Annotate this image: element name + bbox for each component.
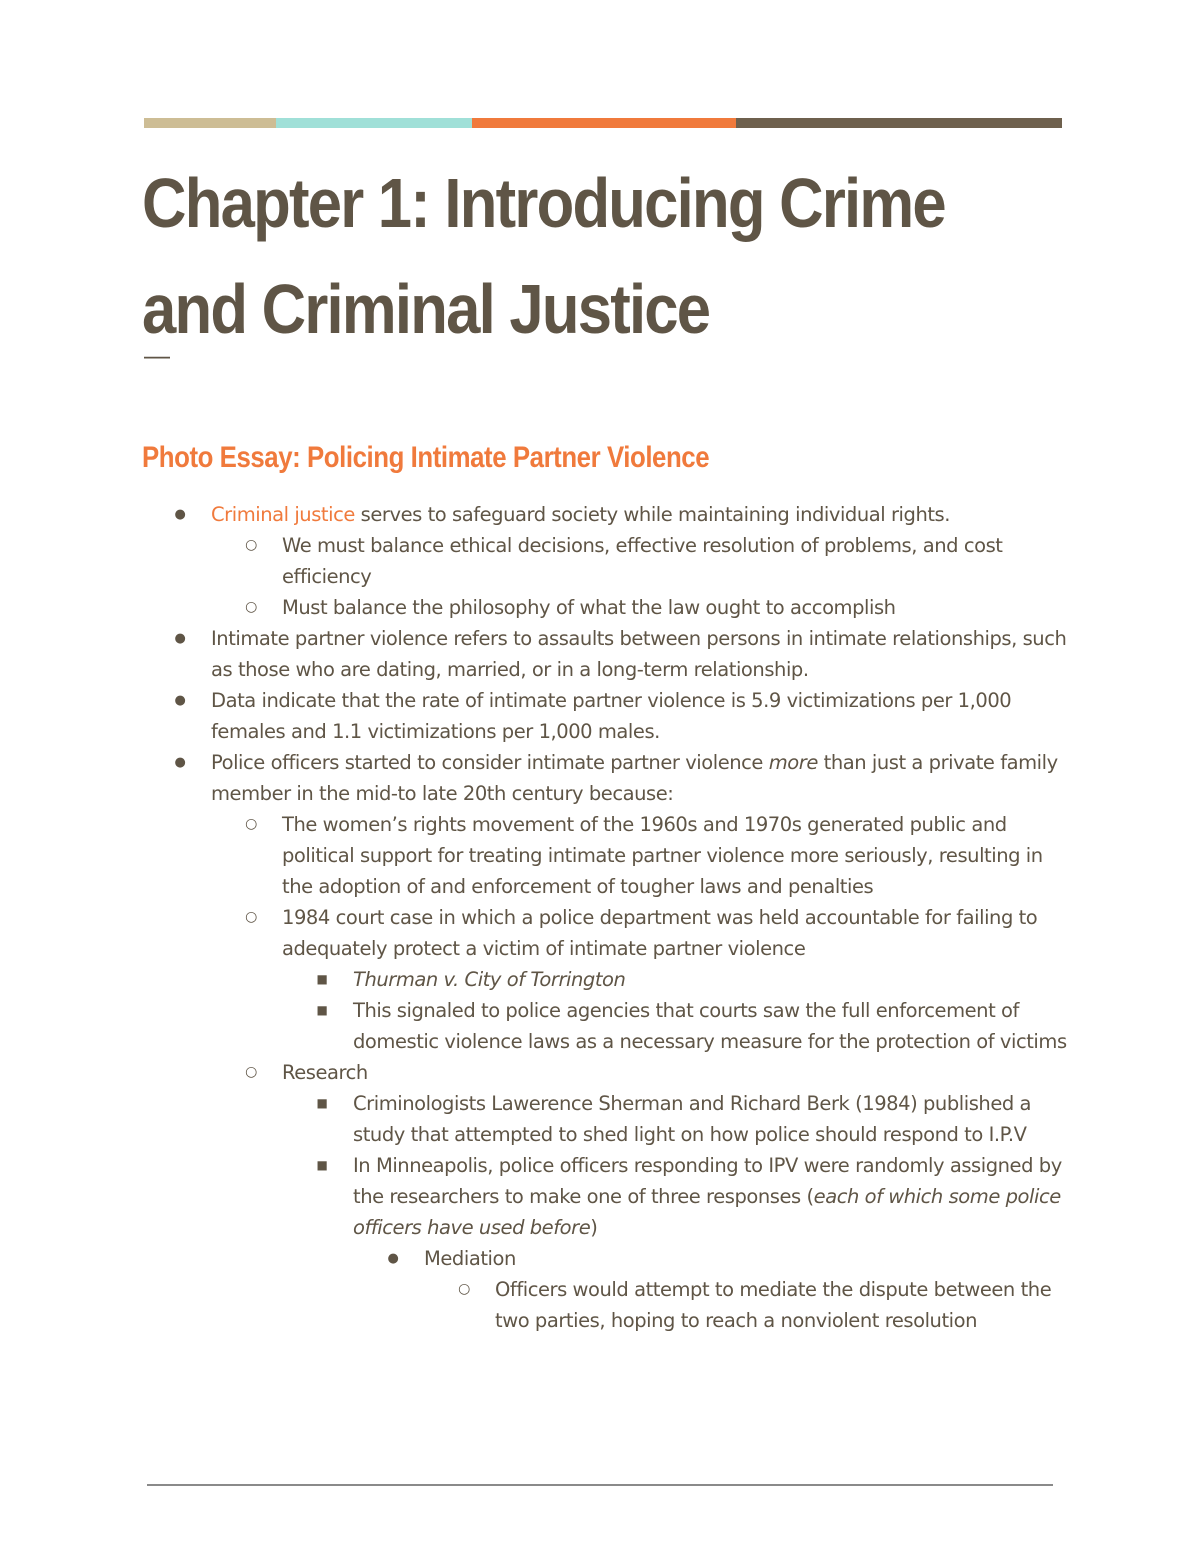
square-bullet-icon: ■ <box>316 1096 328 1110</box>
circle-bullet-icon: ○ <box>245 599 257 615</box>
list-item <box>140 592 1070 623</box>
list-item-text: In Minneapolis, police officers responding to IPV were randomly assigned by the researchers to make one of three responses ( <box>353 1154 1062 1208</box>
list-item <box>140 964 1070 995</box>
section-heading: Photo Essay: Policing Intimate Partner Violence <box>142 441 710 474</box>
list-item-text: The women’s rights movement of the 1960s and 1970s generated public and political support for treating intimate partner violence more seriously, resulting in the adoption of and enforcement of tougher laws and penalties <box>282 813 1043 898</box>
list-item-text: Research <box>282 1061 368 1084</box>
list-item-text: serves to safeguard society while maintaining individual rights. <box>354 503 951 526</box>
list-item <box>140 685 1070 747</box>
list-item-text: ) <box>590 1216 598 1239</box>
list-item <box>140 995 1070 1057</box>
list-item <box>140 1274 1070 1336</box>
list-item-text: Must balance the philosophy of what the law ought to accomplish <box>282 596 896 619</box>
case-name: Thurman v. City of Torrington <box>353 968 626 991</box>
list-item-text: Criminologists Lawerence Sherman and Richard Berk (1984) published a study that attempted to shed light on how police should respond to I.P.V <box>353 1092 1032 1146</box>
header-color-bar <box>144 118 1062 128</box>
footer-rule <box>147 1484 1053 1486</box>
list-item <box>140 902 1070 964</box>
bullet-icon: ● <box>174 755 186 770</box>
circle-bullet-icon: ○ <box>245 816 257 832</box>
page-title-line-2: and Criminal Justice <box>142 270 710 348</box>
list-item-text: Intimate partner violence refers to assaults between persons in intimate relationships, such as those who are dating, married, or in a long-term relationship. <box>211 627 1067 681</box>
square-bullet-icon: ■ <box>316 1158 328 1172</box>
list-item <box>140 623 1070 685</box>
list-item <box>140 1150 1070 1243</box>
title-dash: — <box>144 340 170 370</box>
page-title-line-1: Chapter 1: Introducing Crime <box>142 164 945 242</box>
list-item <box>140 1057 1070 1088</box>
circle-bullet-icon: ○ <box>245 909 257 925</box>
bullet-icon: ● <box>174 507 186 522</box>
square-bullet-icon: ■ <box>316 972 328 986</box>
circle-bullet-icon: ○ <box>458 1281 470 1297</box>
list-item-text: Officers would attempt to mediate the dispute between the two parties, hoping to reach a nonviolent resolution <box>495 1278 1052 1332</box>
list-item-text: 1984 court case in which a police department was held accountable for failing to adequately protect a victim of intimate partner violence <box>282 906 1038 960</box>
notes-outline <box>140 499 1070 1336</box>
color-bar-segment-orange <box>472 118 736 128</box>
list-item-text: Data indicate that the rate of intimate partner violence is 5.9 victimizations per 1,000 females and 1.1 victimizations per 1,000 males. <box>211 689 1012 743</box>
list-item-text: Mediation <box>424 1247 516 1270</box>
color-bar-segment-brown <box>736 118 1062 128</box>
emphasis-text: each of which some police officers have used before <box>353 1185 1061 1239</box>
list-item-text: than just a private family member in the mid-to late 20th century because: <box>211 751 1058 805</box>
color-bar-segment-tan <box>144 118 276 128</box>
list-item <box>140 530 1070 592</box>
emphasis-text: more <box>768 751 818 774</box>
list-item <box>140 1243 1070 1274</box>
square-bullet-icon: ■ <box>316 1003 328 1017</box>
list-item <box>140 747 1070 809</box>
bullet-icon: ● <box>174 693 186 708</box>
list-item <box>140 809 1070 902</box>
bullet-icon: ● <box>174 631 186 646</box>
list-item-text: This signaled to police agencies that courts saw the full enforcement of domestic violence laws as a necessary measure for the protection of victims <box>353 999 1067 1053</box>
list-item <box>140 499 1070 530</box>
circle-bullet-icon: ○ <box>245 537 257 553</box>
list-item-text: Police officers started to consider intimate partner violence <box>211 751 769 774</box>
criminal-justice-term: Criminal justice <box>211 503 355 526</box>
color-bar-segment-teal <box>276 118 472 128</box>
circle-bullet-icon: ○ <box>245 1064 257 1080</box>
list-item <box>140 1088 1070 1150</box>
list-item-text: We must balance ethical decisions, effective resolution of problems, and cost efficiency <box>282 534 1003 588</box>
bullet-icon: ● <box>387 1251 399 1266</box>
page-title <box>142 150 987 362</box>
